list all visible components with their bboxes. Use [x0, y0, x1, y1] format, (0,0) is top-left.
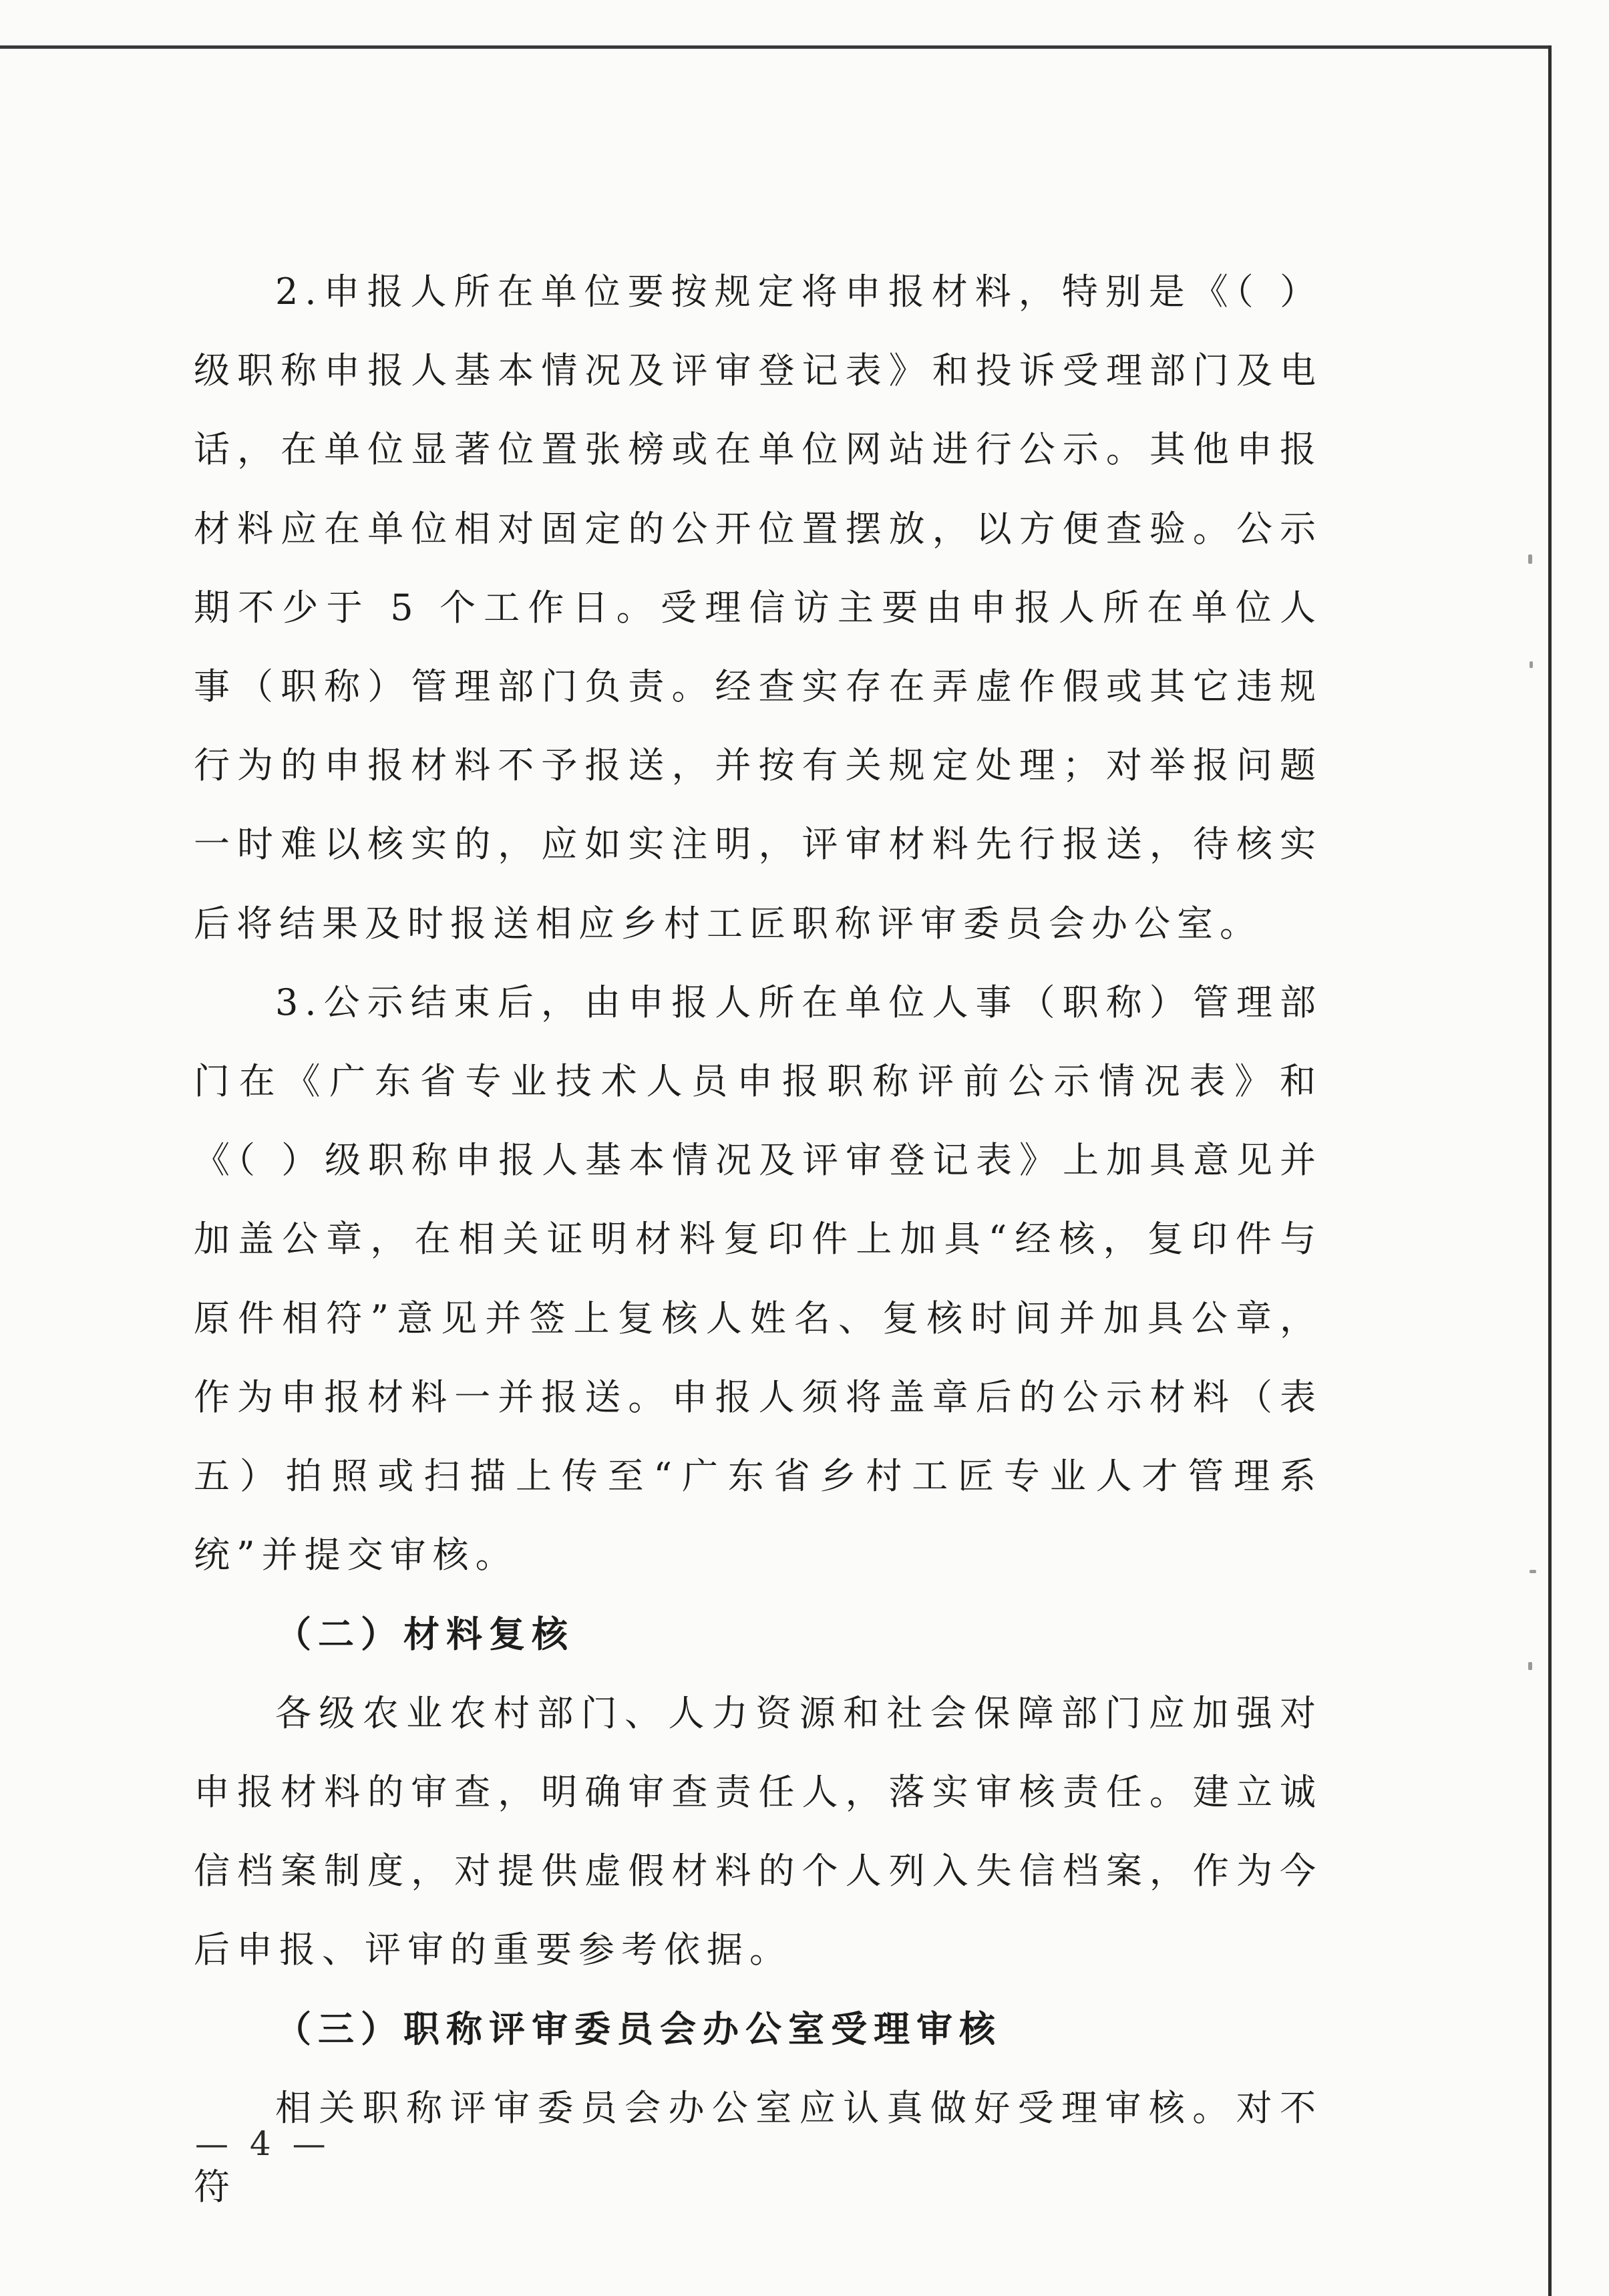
- scan-speck: [1528, 554, 1532, 564]
- scan-border-right: [1548, 45, 1552, 2296]
- section-heading-committee-office-review: （三）职称评审委员会办公室受理审核: [275, 2007, 1002, 2051]
- scan-speck: [1530, 661, 1533, 668]
- section-heading-material-review: （二）材料复核: [275, 1613, 574, 1656]
- paragraph-material-review: 各级农业农村部门、人力资源和社会保障部门应加强对申报材料的审查，明确审查责任人，落实审核责任。建立诚信档案制度，对提供虚假材料的个人列入失信档案，作为今后申报、评审的重要参考依据。: [194, 1691, 1322, 1971]
- page-number: — 4 —: [195, 2124, 331, 2163]
- scan-border-top: [0, 45, 1550, 49]
- document-body: [194, 253, 1322, 2227]
- paragraph-item-3: 3.公示结束后，由申报人所在单位人事（职称）管理部门在《广东省专业技术人员申报职称评前公示情况表》和《（ ）级职称申报人基本情况及评审登记表》上加具意见并加盖公章，在相关证明材料复印件上加具“经核，复印件与原件相符”意见并签上复核人姓名、复核时间并加具公章，作为申报材料一并报送。申报人须将盖章后的公示材料（表五）拍照或扫描上传至“广东省乡村工匠专业人才管理系统”并提交审核。: [194, 981, 1322, 1577]
- scan-speck: [1530, 1570, 1536, 1573]
- paragraph-committee-office-review: 相关职称评审委员会办公室应认真做好受理审核。对不符: [194, 2086, 1322, 2208]
- scan-speck: [1528, 1662, 1532, 1670]
- paragraph-item-2: 2.申报人所在单位要按规定将申报材料，特别是《（ ）级职称申报人基本情况及评审登记表》和投诉受理部门及电话，在单位显著位置张榜或在单位网站进行公示。其他申报材料应在单位相对固定的公开位置摆放，以方便查验。公示期不少于 5 个工作日。受理信访主要由申报人所在单位人事（职称）管理部门负责。经查实存在弄虚作假或其它违规行为的申报材料不予报送，并按有关规定处理；对举报问题一时难以核实的，应如实注明，评审材料先行报送，待核实后将结果及时报送相应乡村工匠职称评审委员会办公室。: [194, 271, 1322, 945]
